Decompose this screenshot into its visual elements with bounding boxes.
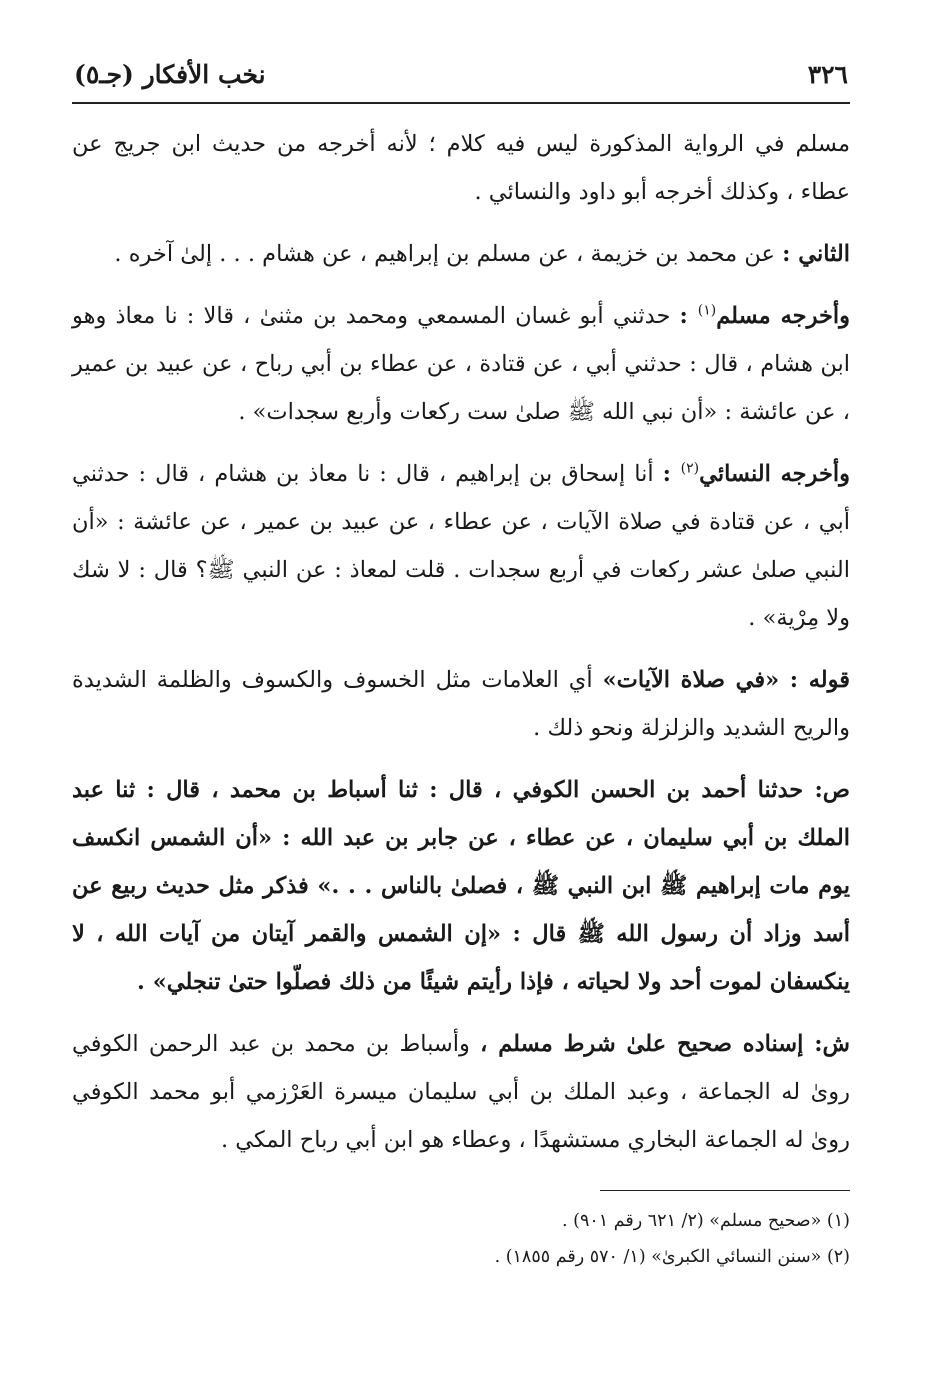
footnote-ref: (١) bbox=[697, 302, 717, 319]
paragraph bbox=[72, 1020, 850, 1164]
paragraph bbox=[72, 292, 850, 436]
footnote: (٢) «سنن النسائي الكبرىٰ» (١/ ٥٧٠ رقم ١٨٥٥) . bbox=[494, 1247, 850, 1267]
page-header bbox=[72, 58, 850, 104]
paragraph-text: ص: حدثنا أحمد بن الحسن الكوفي ، قال : ثنا أسباط بن محمد ، قال : ثنا عبد الملك بن أبي سليمان ، عن عطاء ، عن جابر بن عبد الله : «أن الشمس انكسف يوم مات إبراهيم ﷺ ابن النبي ﷺ ، فصلىٰ بالناس . . .» فذكر مثل حديث ربيع عن أسد وزاد أن رسول الله ﷺ قال : «إن الشمس والقمر آيتان من آيات الله ، لا ينكسفان لموت أحد ولا لحياته ، فإذا رأيتم شيئًا من ذلك فصلّوا حتىٰ تنجلي» . bbox=[72, 777, 850, 995]
paragraph-lead-colon: : bbox=[662, 461, 681, 487]
paragraph bbox=[72, 450, 850, 642]
paragraph bbox=[72, 230, 850, 278]
paragraph-text: أنا إسحاق بن إبراهيم ، قال : نا معاذ بن هشام ، قال : حدثني أبي ، عن قتادة في صلاة الآيات ، عن عطاء ، عن عبيد بن عمير ، عن عائشة : «أن النبي صلىٰ عشر ركعات في أربع سجدات . قلت لمعاذ : عن النبي ﷺ؟ قال : لا شك ولا مِرْية» . bbox=[72, 461, 850, 631]
paragraph bbox=[72, 120, 850, 216]
footnote: (١) «صحيح مسلم» (٢/ ٦٢١ رقم ٩٠١) . bbox=[562, 1211, 850, 1231]
paragraph-lead: وأخرجه مسلم bbox=[716, 303, 851, 329]
paragraph-lead-colon: : bbox=[679, 303, 698, 329]
footnotes bbox=[72, 1190, 850, 1275]
paragraph bbox=[72, 656, 850, 752]
page-number: ٣٢٦ bbox=[807, 60, 848, 89]
paragraph-text: عن محمد بن خزيمة ، عن مسلم بن إبراهيم ، عن هشام . . . إلىٰ آخره . bbox=[114, 241, 783, 267]
hadith-text-paragraph bbox=[72, 766, 850, 1006]
running-title: نخب الأفكار (جـ٥) bbox=[74, 60, 266, 89]
paragraph-lead: قوله : «في صلاة الآيات» bbox=[602, 667, 850, 693]
book-page bbox=[72, 58, 850, 1275]
paragraph-text: حدثني أبو غسان المسمعي ومحمد بن مثنىٰ ، قالا : نا معاذ وهو ابن هشام ، قال : حدثني أبي ، عن قتادة ، عن عطاء بن أبي رباح ، عن عبيد بن عمير ، عن عائشة : «أن نبي الله ﷺ صلىٰ ست ركعات وأربع سجدات» . bbox=[72, 303, 850, 425]
footnote-divider bbox=[600, 1190, 850, 1191]
paragraph-lead: الثاني : bbox=[782, 241, 850, 267]
paragraph-lead: وأخرجه النسائي bbox=[699, 461, 850, 487]
paragraph-text: أي العلامات مثل الخسوف والكسوف والظلمة الشديدة والريح الشديد والزلزلة ونحو ذلك . bbox=[72, 667, 850, 741]
footnote-ref: (٢) bbox=[680, 460, 700, 477]
paragraph-text: وأسباط بن محمد بن عبد الرحمن الكوفي روىٰ له الجماعة ، وعبد الملك بن أبي سليمان ميسرة العَرْزمي أبو محمد الكوفي روىٰ له الجماعة البخاري مستشهدًا ، وعطاء هو ابن أبي رباح المكي . bbox=[72, 1031, 850, 1153]
paragraph-text: مسلم في الرواية المذكورة ليس فيه كلام ؛ لأنه أخرجه من حديث ابن جريج عن عطاء ، وكذلك أخرجه أبو داود والنسائي . bbox=[72, 131, 850, 205]
paragraph-lead: ش: إسناده صحيح علىٰ شرط مسلم ، bbox=[480, 1031, 850, 1057]
main-text bbox=[72, 120, 850, 1164]
